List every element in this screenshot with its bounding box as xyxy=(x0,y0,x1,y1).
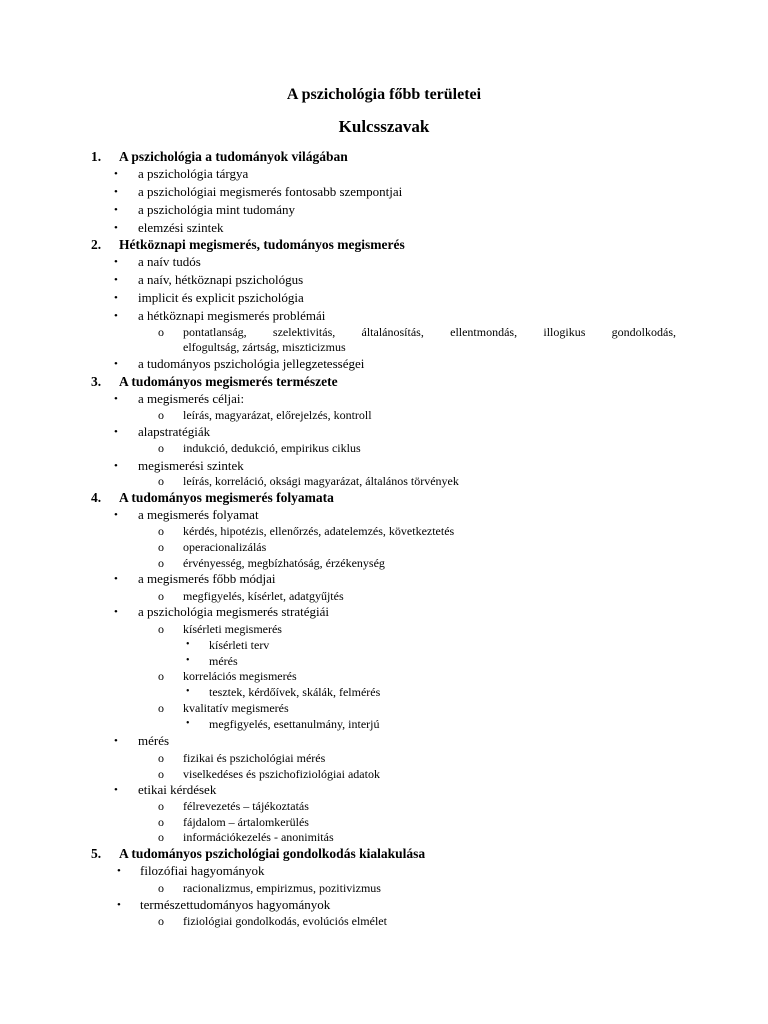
list-item-text: a hétköznapi megismerés problémái xyxy=(138,308,326,323)
sub-list-item-text: viselkedéses és pszichofiziológiai adatok xyxy=(183,767,380,781)
list-item-text: a naív, hétköznapi pszichológus xyxy=(138,272,304,287)
list-item-text: a megismerés főbb módjai xyxy=(138,571,276,586)
section-number: 3. xyxy=(91,374,102,389)
sub-list-item-text: kérdés, hipotézis, ellenőrzés, adatelemzés, következtetés xyxy=(183,524,455,538)
section-number: 5. xyxy=(91,846,102,861)
document-title: A pszichológia főbb területei xyxy=(286,86,482,103)
section-title: A tudományos megismerés természete xyxy=(119,374,338,389)
bullet-icon: • xyxy=(114,393,118,405)
bullet-icon: • xyxy=(117,899,121,911)
circle-bullet-icon: o xyxy=(158,589,164,603)
sub-list-item-text: fiziológiai gondolkodás, evolúciós elmélet xyxy=(183,914,387,928)
section-number: 4. xyxy=(91,490,102,505)
circle-bullet-icon: o xyxy=(158,556,164,570)
sub-list-item-text: megfigyelés, kísérlet, adatgyűjtés xyxy=(183,589,344,603)
list-item-text: a pszichológia tárgya xyxy=(138,166,249,181)
sub-list-item-text: fizikai és pszichológiai mérés xyxy=(183,751,326,765)
list-item-text: a naív tudós xyxy=(138,254,201,269)
circle-bullet-icon: o xyxy=(158,408,164,422)
section-title: A tudományos megismerés folyamata xyxy=(119,490,334,505)
bullet-icon: • xyxy=(114,204,118,216)
list-item-text: mérés xyxy=(138,733,170,748)
sub-list-item-text: elfogultság, zártság, miszticizmus xyxy=(183,340,346,354)
bullet-icon: • xyxy=(186,639,190,650)
bullet-icon: • xyxy=(114,168,118,180)
sub-list-item-text: érvényesség, megbízhatóság, érzékenység xyxy=(183,556,385,570)
sub-list-item-text: leírás, magyarázat, előrejelzés, kontroll xyxy=(183,408,372,422)
list-item-text: a pszichológiai megismerés fontosabb szempontjai xyxy=(138,184,403,199)
sub-sub-list-item-text: mérés xyxy=(209,654,238,668)
bullet-icon: • xyxy=(114,784,118,796)
circle-bullet-icon: o xyxy=(158,524,164,538)
bullet-icon: • xyxy=(114,426,118,438)
sub-list-item-text: pontatlanság, szelektivitás, általánosítás, ellentmondás, illogikus gondolkodás, xyxy=(183,325,676,339)
bullet-icon: • xyxy=(114,186,118,198)
circle-bullet-icon: o xyxy=(158,767,164,781)
document-subtitle: Kulcsszavak xyxy=(338,117,430,136)
section-title: A pszichológia a tudományok világában xyxy=(119,149,348,164)
circle-bullet-icon: o xyxy=(158,799,164,813)
bullet-icon: • xyxy=(117,865,121,877)
list-item-text: etikai kérdések xyxy=(138,782,217,797)
circle-bullet-icon: o xyxy=(158,751,164,765)
sub-list-item-text: korrelációs megismerés xyxy=(183,669,297,683)
bullet-icon: • xyxy=(114,222,118,234)
list-item-text: a megismerés céljai: xyxy=(138,391,245,406)
sub-sub-list-item-text: tesztek, kérdőívek, skálák, felmérés xyxy=(209,685,381,699)
list-item-text: megismerési szintek xyxy=(138,458,244,473)
list-item-text: a pszichológia mint tudomány xyxy=(138,202,296,217)
circle-bullet-icon: o xyxy=(158,540,164,554)
sub-list-item-text: racionalizmus, empirizmus, pozitivizmus xyxy=(183,881,381,895)
bullet-icon: • xyxy=(114,292,118,304)
sub-list-item-text: indukció, dedukció, empirikus ciklus xyxy=(183,441,361,455)
circle-bullet-icon: o xyxy=(158,815,164,829)
list-item-text: filozófiai hagyományok xyxy=(140,863,265,878)
circle-bullet-icon: o xyxy=(158,881,164,895)
section-title: Hétköznapi megismerés, tudományos megismerés xyxy=(119,237,405,252)
circle-bullet-icon: o xyxy=(158,622,164,636)
circle-bullet-icon: o xyxy=(158,669,164,683)
list-item-text: implicit és explicit pszichológia xyxy=(138,290,304,305)
sub-list-item-text: fájdalom – ártalomkerülés xyxy=(183,815,309,829)
section-number: 1. xyxy=(91,149,102,164)
list-item-text: a megismerés folyamat xyxy=(138,507,259,522)
section-number: 2. xyxy=(91,237,102,252)
bullet-icon: • xyxy=(114,358,118,370)
sub-list-item-text: operacionalizálás xyxy=(183,540,267,554)
bullet-icon: • xyxy=(114,606,118,618)
circle-bullet-icon: o xyxy=(158,441,164,455)
bullet-icon: • xyxy=(186,655,190,666)
circle-bullet-icon: o xyxy=(158,701,164,715)
sub-list-item-text: félrevezetés – tájékoztatás xyxy=(183,799,309,813)
bullet-icon: • xyxy=(114,573,118,585)
list-item-text: a pszichológia megismerés stratégiái xyxy=(138,604,329,619)
sub-sub-list-item-text: megfigyelés, esettanulmány, interjú xyxy=(209,717,380,731)
sub-list-item-text: kvalitatív megismerés xyxy=(183,701,289,715)
sub-sub-list-item-text: kísérleti terv xyxy=(209,638,270,652)
list-item-text: természettudományos hagyományok xyxy=(140,897,331,912)
list-item-text: elemzési szintek xyxy=(138,220,224,235)
circle-bullet-icon: o xyxy=(158,830,164,844)
bullet-icon: • xyxy=(114,735,118,747)
bullet-icon: • xyxy=(114,509,118,521)
bullet-icon: • xyxy=(114,460,118,472)
list-item-text: alapstratégiák xyxy=(138,424,211,439)
section-title: A tudományos pszichológiai gondolkodás kialakulása xyxy=(119,846,426,861)
sub-list-item-text: információkezelés - anonimitás xyxy=(183,830,334,844)
sub-list-item-text: leírás, korreláció, oksági magyarázat, általános törvények xyxy=(183,474,459,488)
list-item-text: a tudományos pszichológia jellegzetességei xyxy=(138,356,365,371)
bullet-icon: • xyxy=(186,718,190,729)
sub-list-item-text: kísérleti megismerés xyxy=(183,622,282,636)
bullet-icon: • xyxy=(114,274,118,286)
bullet-icon: • xyxy=(186,686,190,697)
circle-bullet-icon: o xyxy=(158,474,164,488)
circle-bullet-icon: o xyxy=(158,914,164,928)
bullet-icon: • xyxy=(114,310,118,322)
circle-bullet-icon: o xyxy=(158,325,164,339)
bullet-icon: • xyxy=(114,256,118,268)
